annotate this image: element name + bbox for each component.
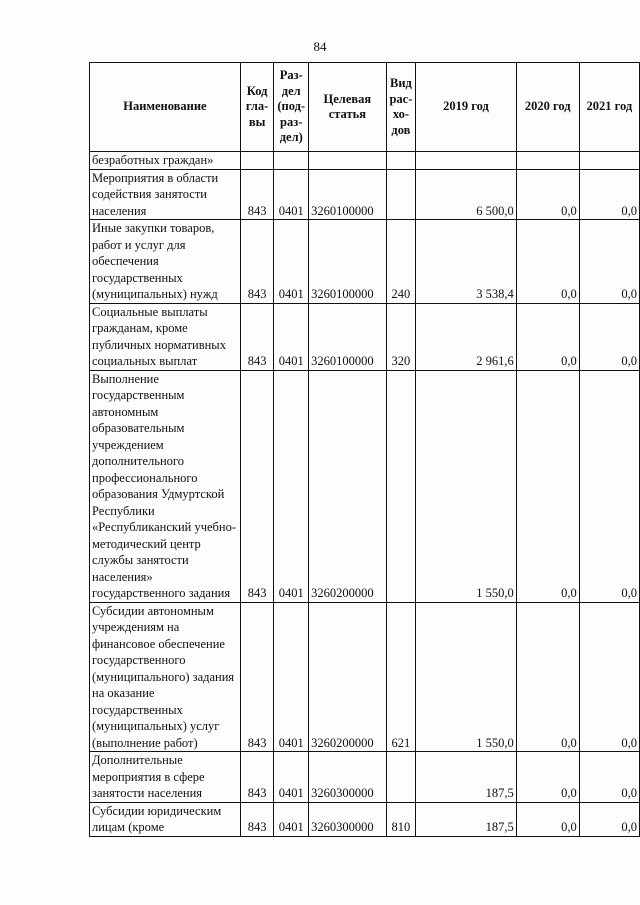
row-2020: 0,0 <box>516 220 579 304</box>
row-section: 0401 <box>274 602 309 752</box>
row-name: Дополнительные мероприятия в сфере занятости населения <box>90 752 241 803</box>
row-expense-type: 810 <box>386 802 416 836</box>
row-section: 0401 <box>274 169 309 220</box>
row-2019 <box>416 152 516 170</box>
header-2020: 2020 год <box>516 63 579 152</box>
row-target <box>309 152 386 170</box>
row-2020: 0,0 <box>516 370 579 602</box>
row-2021: 0,0 <box>579 602 639 752</box>
row-section: 0401 <box>274 220 309 304</box>
row-target: 3260300000 <box>309 752 386 803</box>
row-2019: 187,5 <box>416 802 516 836</box>
row-expense-type <box>386 752 416 803</box>
row-2021: 0,0 <box>579 169 639 220</box>
row-2021 <box>579 152 639 170</box>
row-target: 3260200000 <box>309 370 386 602</box>
row-code: 843 <box>240 169 273 220</box>
row-target: 3260300000 <box>309 802 386 836</box>
row-expense-type <box>386 152 416 170</box>
table-row <box>90 370 640 602</box>
row-2020: 0,0 <box>516 303 579 370</box>
row-code <box>240 152 273 170</box>
header-code-line: гла- <box>245 99 269 114</box>
header-target-line: статья <box>328 107 366 121</box>
row-code: 843 <box>240 220 273 304</box>
header-2019: 2019 год <box>416 63 516 152</box>
row-2021: 0,0 <box>579 370 639 602</box>
header-section-line: (под- <box>277 99 306 114</box>
row-target: 3260100000 <box>309 303 386 370</box>
page-number: 84 <box>313 39 327 54</box>
row-2020: 0,0 <box>516 752 579 803</box>
row-2020 <box>516 152 579 170</box>
row-2021: 0,0 <box>579 303 639 370</box>
row-expense-type: 240 <box>386 220 416 304</box>
table-body <box>90 152 640 837</box>
row-name: Субсидии автономным учреждениям на финансовое обеспечение государственного (муниципального) задания на оказание государственных (муниципальных) услуг (выполнение работ) <box>90 602 241 752</box>
header-expense-line: дов <box>391 122 411 137</box>
row-name: безработных граждан» <box>90 152 241 170</box>
row-target: 3260100000 <box>309 220 386 304</box>
header-expense-type <box>386 63 416 152</box>
row-expense-type <box>386 169 416 220</box>
header-section <box>274 63 309 152</box>
row-name: Социальные выплаты гражданам, кроме публичных нормативных социальных выплат <box>90 303 241 370</box>
table-row <box>90 169 640 220</box>
row-expense-type: 320 <box>386 303 416 370</box>
table-row <box>90 220 640 304</box>
row-2019: 3 538,4 <box>416 220 516 304</box>
row-2019: 6 500,0 <box>416 169 516 220</box>
row-2021: 0,0 <box>579 220 639 304</box>
header-code-line: Код <box>246 83 268 98</box>
row-name: Выполнение государственным автономным образовательным учреждением дополнительного профессионального образования Удмуртской Республики «Республиканский учебно-методический центр службы занятости населения» государственного задания <box>90 370 241 602</box>
row-section: 0401 <box>274 303 309 370</box>
row-section <box>274 152 309 170</box>
row-target: 3260100000 <box>309 169 386 220</box>
header-section-line: дел) <box>279 130 303 145</box>
table-row <box>90 152 640 170</box>
row-2020: 0,0 <box>516 802 579 836</box>
row-2020: 0,0 <box>516 602 579 752</box>
row-section: 0401 <box>274 802 309 836</box>
header-code-line: вы <box>248 114 266 129</box>
row-2021: 0,0 <box>579 752 639 803</box>
table-row <box>90 303 640 370</box>
header-section-line: Раз- <box>279 68 303 83</box>
header-section-line: дел <box>281 83 301 98</box>
header-target-line: Целевая <box>323 91 372 106</box>
row-2020: 0,0 <box>516 169 579 220</box>
row-section: 0401 <box>274 752 309 803</box>
table-row <box>90 802 640 836</box>
row-2019: 1 550,0 <box>416 370 516 602</box>
row-expense-type: 621 <box>386 602 416 752</box>
row-2019: 2 961,6 <box>416 303 516 370</box>
row-code: 843 <box>240 370 273 602</box>
row-expense-type <box>386 370 416 602</box>
row-name: Мероприятия в области содействия занятости населения <box>90 169 241 220</box>
row-2021: 0,0 <box>579 802 639 836</box>
row-code: 843 <box>240 802 273 836</box>
budget-table <box>89 62 640 837</box>
row-name: Субсидии юридическим лицам (кроме <box>90 802 241 836</box>
header-target <box>309 63 386 152</box>
table-row <box>90 752 640 803</box>
table-row <box>90 602 640 752</box>
header-code <box>240 63 273 152</box>
header-expense-line: Вид <box>389 76 412 90</box>
row-section: 0401 <box>274 370 309 602</box>
header-section-line: раз- <box>280 114 303 129</box>
row-2019: 187,5 <box>416 752 516 803</box>
row-2019: 1 550,0 <box>416 602 516 752</box>
header-expense-line: хо- <box>392 107 410 121</box>
row-code: 843 <box>240 602 273 752</box>
header-name: Наименование <box>90 63 241 152</box>
row-target: 3260200000 <box>309 602 386 752</box>
row-code: 843 <box>240 303 273 370</box>
row-code: 843 <box>240 752 273 803</box>
header-2021: 2021 год <box>579 63 639 152</box>
row-name: Иные закупки товаров, работ и услуг для обеспечения государственных (муниципальных) нужд <box>90 220 241 304</box>
table-header <box>90 63 640 152</box>
header-expense-line: рас- <box>389 91 413 106</box>
